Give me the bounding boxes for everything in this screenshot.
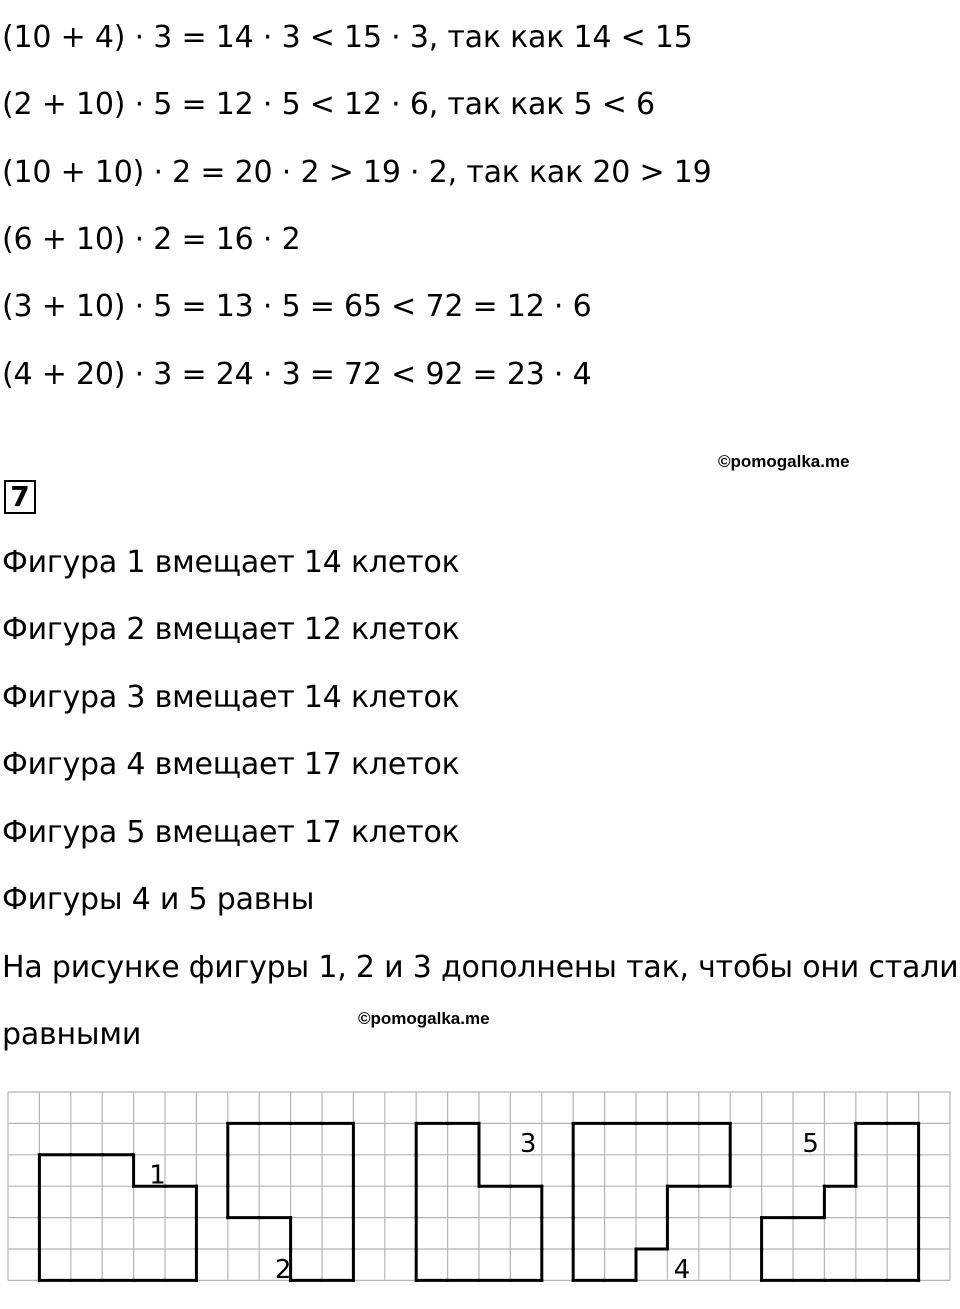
figure-5 <box>762 1123 919 1280</box>
answer-line-3: Фигура 3 вмещает 14 клеток <box>2 680 460 715</box>
answer-line-2: Фигура 2 вмещает 12 клеток <box>2 612 460 647</box>
figure-label-2: 2 <box>274 1254 292 1285</box>
figure-label-5: 5 <box>802 1129 819 1160</box>
figure-4 <box>573 1123 730 1280</box>
figure-label-4: 4 <box>673 1254 691 1285</box>
answer-line-8: равными <box>2 1017 142 1052</box>
figures-grid <box>0 1084 960 1309</box>
watermark-bottom: ©pomogalka.me <box>358 1009 490 1028</box>
figure-label-3: 3 <box>519 1129 537 1160</box>
equation-line-5: (3 + 10) · 5 = 13 · 5 = 65 < 72 = 12 · 6 <box>2 289 592 324</box>
equation-line-6: (4 + 20) · 3 = 24 · 3 = 72 < 92 = 23 · 4 <box>2 357 592 392</box>
answer-line-5: Фигура 5 вмещает 17 клеток <box>2 815 460 850</box>
equation-line-3: (10 + 10) · 2 = 20 · 2 > 19 · 2, так как 20 > 19 <box>2 155 712 190</box>
answer-line-6: Фигуры 4 и 5 равны <box>2 882 315 917</box>
answer-line-1: Фигура 1 вмещает 14 клеток <box>2 545 460 580</box>
equation-line-2: (2 + 10) · 5 = 12 · 5 < 12 · 6, так как 5 < 6 <box>2 87 655 122</box>
equation-line-1: (10 + 4) · 3 = 14 · 3 < 15 · 3, так как 14 < 15 <box>2 20 693 55</box>
answer-line-7: На рисунке фигуры 1, 2 и 3 дополнены так, чтобы они стали <box>2 950 959 985</box>
answer-line-4: Фигура 4 вмещает 17 клеток <box>2 747 460 782</box>
watermark-top: ©pomogalka.me <box>718 452 850 471</box>
equation-line-4: (6 + 10) · 2 = 16 · 2 <box>2 222 301 257</box>
figure-label-1: 1 <box>149 1160 166 1191</box>
task-number-box: 7 <box>4 480 36 514</box>
